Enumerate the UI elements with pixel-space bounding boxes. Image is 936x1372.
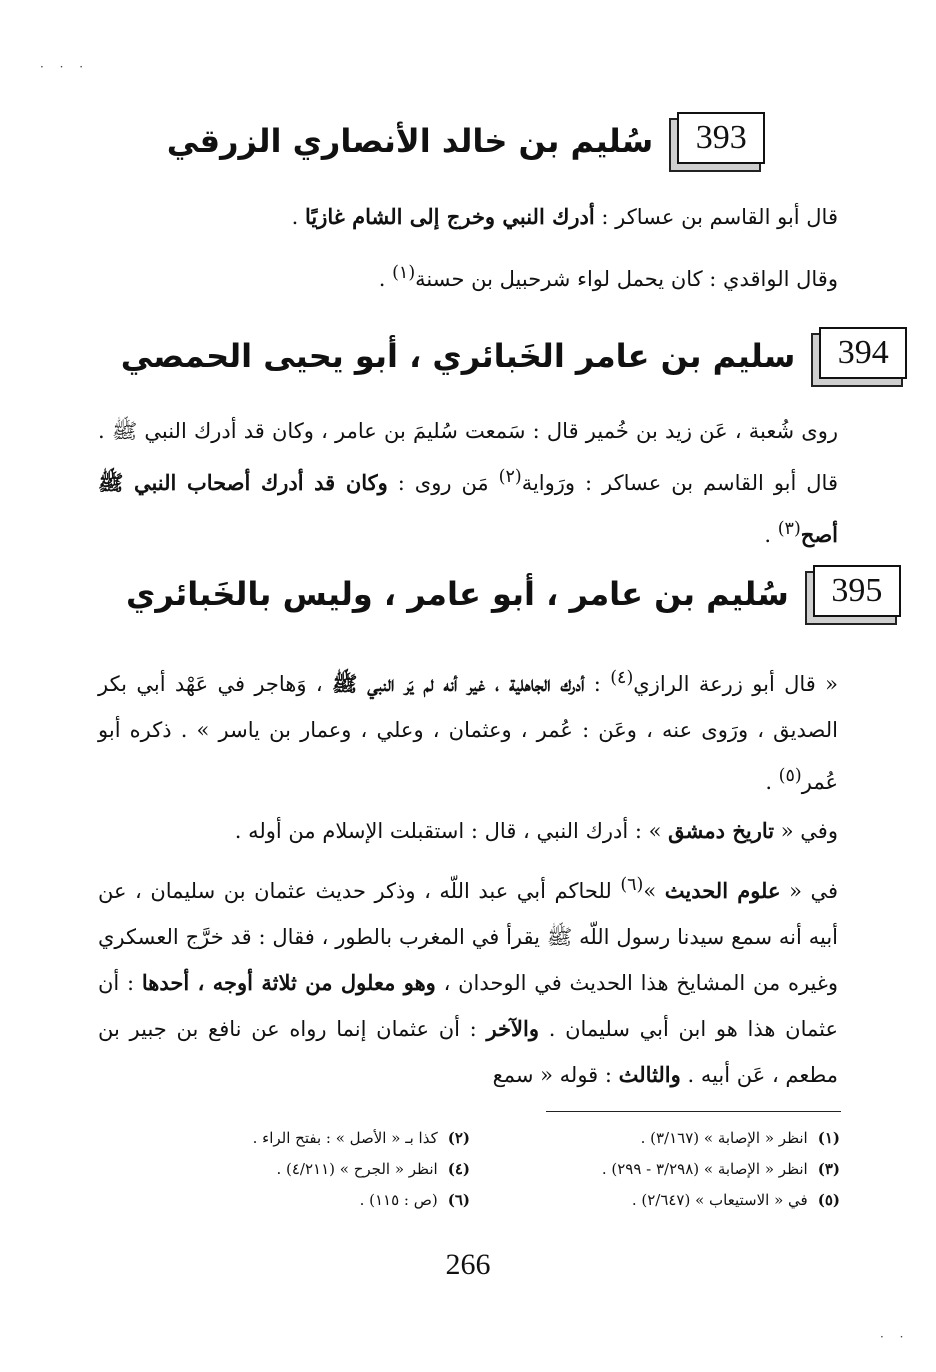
footnote: (٣)انظر « الإصابة » (٣/٢٩٨ - ٢٩٩) . [601, 1159, 840, 1178]
scan-noise: · · · [40, 60, 90, 74]
footnote: (٤)انظر « الجرح » (٤/٢١١) . [276, 1159, 470, 1178]
entry-heading-394 [120, 327, 889, 385]
page-number: 266 [445, 1248, 491, 1281]
footnote-row [100, 1122, 840, 1153]
footnote: (١)انظر « الإصابة » (٣/١٦٧) . [640, 1128, 840, 1147]
paragraph: « قال أبو زرعة الرازي$^{(٤)}$ : أدرك الجاهلية ، غير أنه لم يَر النبي ﷺ ، وَهاجر في عَهْد أبي بكر الصديق ، ورَوى عنه ، وعَن : عُمر ، وعثمان ، وعلي ، وعمار بن ياسر » . ذكره أبو عُمر$^{(٥)}$ . [98, 668, 838, 794]
entry-title: سليم بن عامر الخَبائري ، أبو يحيى الحمصي [120, 337, 796, 375]
footnote: (٦)(ص : ١١٥) . [359, 1190, 470, 1209]
footnote-row [100, 1153, 840, 1184]
footnote-ref: (١) [392, 263, 416, 283]
paragraph: قال أبو القاسم بن عساكر : أدرك النبي وخرج إلى الشام غازيًا . [291, 204, 838, 229]
entry-number: 393 [677, 112, 765, 164]
footnotes [100, 1122, 840, 1215]
entry-heading-393 [126, 112, 806, 170]
footnote-ref: (٣) [777, 519, 801, 539]
entry-number: 394 [819, 327, 907, 379]
paragraph: وقال الواقدي : كان يحمل لواء شرحبيل بن حسنة$^{(١)}$ . [378, 263, 838, 291]
footnote-ref: (٢) [498, 467, 522, 487]
scan-noise: · · [880, 1330, 910, 1344]
entry-number-box [805, 565, 883, 623]
footnote: (٥)في « الاستيعاب » (٢/٦٤٧) . [631, 1190, 840, 1209]
entry-heading-395 [126, 565, 883, 623]
footnote-ref: (٤) [610, 668, 634, 688]
paragraph: روى شُعبة ، عَن زيد بن خُمير قال : سَمعت سُليمَ بن عامر ، وكان قد أدرك النبي ﷺ . قال أبو القاسم بن عساكر : ورَواية$^{(٢)}$ مَن روى : وكان قد أدرك أصحاب النبي ﷺ أصح$^{(٣)}$ . [98, 419, 838, 547]
paragraph: في « علوم الحديث »$^{(٦)}$ للحاكم أبي عبد اللّه ، وذكر حديث عثمان بن سليمان ، عن أبيه أنه سمع سيدنا رسول اللّه ﷺ يقرأ في المغرب بالطور ، فقال : قد خرَّج العسكري وغيره من المشايخ هذا الحديث في الوحدان ، وهو معلول من ثلاثة أوجه ، أحدها : أن عثمان هذا هو ابن أبي سليمان . والآخر : أن عثمان إنما رواه عن نافع بن جبير بن مطعم ، عَن أبيه . والثالث : قوله « سمع [98, 875, 839, 1087]
entry-number: 395 [813, 565, 901, 617]
entry-title: سُليم بن عامر ، أبو عامر ، وليس بالخَبائري [126, 575, 789, 613]
footnote-row [100, 1184, 840, 1215]
paragraph: وفي « تاريخ دمشق » : أدرك النبي ، قال : استقبلت الإسلام من أوله . [234, 818, 838, 843]
footnote: (٢)كذا بـ « الأصل » : بفتح الراء . [252, 1128, 470, 1147]
footnote-ref: (٦) [620, 875, 644, 895]
entry-title: سُليم بن خالد الأنصاري الزرقي [166, 122, 654, 160]
entry-number-box [669, 112, 765, 170]
footnote-ref: (٥) [778, 766, 802, 786]
footnote-divider [546, 1111, 841, 1112]
